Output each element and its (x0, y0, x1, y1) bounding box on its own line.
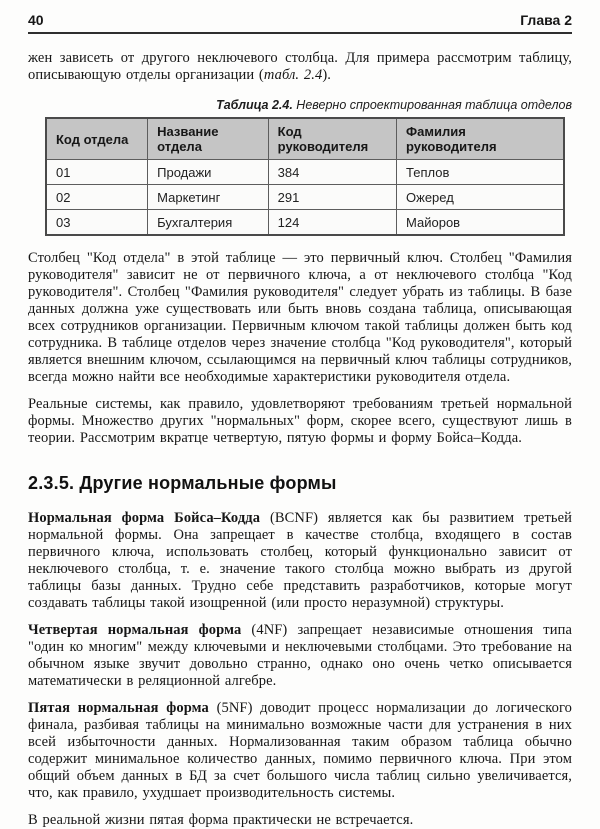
fourth-nf-text: (4NF) запрещает независимые отношения типа "один ко многим" между ключевыми и неключевыми столбцами. Это требование на обычном языке звучит довольно странно, однако оно очень четко описывается математически в реляционной алгебре. (28, 622, 572, 689)
cell-dept-name: Продажи (148, 160, 269, 185)
table-reference: табл. 2.4 (263, 67, 323, 83)
fifth-nf-term: Пятая нормальная форма (28, 700, 209, 716)
section-heading: 2.3.5. Другие нормальные формы (28, 473, 337, 493)
departments-table (45, 117, 565, 236)
closing-paragraph: В реальной жизни пятая форма практически не встречается. (28, 812, 414, 828)
bcnf-term: Нормальная форма Бойса–Кодда (28, 510, 261, 526)
intro-text-end: ). (322, 67, 331, 83)
cell-dept-name: Бухгалтерия (148, 210, 269, 236)
cell-dept-code: 03 (46, 210, 148, 236)
table-caption-number: Таблица 2.4. (216, 98, 293, 112)
fourth-nf-paragraph (28, 622, 572, 690)
cell-manager-surname: Майоров (397, 210, 564, 236)
fifth-nf-text: (5NF) доводит процесс нормализации до логического финала, разбивая таблицы на минимально возможные части для устранения в них всей избыточности данных. Нормализованная таким образом таблица обычно содержит минимальное количество данных, помимо первичного ключа. При этом общий объем данных в БД за счет большого числа таблиц сильно увеличивается, что, как правило, ухудшает производительность системы. (28, 700, 573, 801)
cell-manager-code: 384 (268, 160, 396, 185)
cell-manager-code: 291 (268, 185, 396, 210)
table-caption-text: Неверно спроектированная таблица отделов (292, 98, 572, 112)
intro-paragraph (28, 50, 572, 84)
col-header-dept-code: Код отдела (46, 118, 148, 160)
bcnf-paragraph (28, 510, 572, 612)
cell-dept-code: 02 (46, 185, 148, 210)
cell-dept-name: Маркетинг (148, 185, 269, 210)
chapter-label: Глава 2 (520, 12, 572, 28)
page-number: 40 (28, 12, 44, 28)
table-row (46, 185, 564, 210)
col-header-manager-code: Код руководителя (268, 118, 396, 160)
col-header-manager-surname: Фамилия руководителя (397, 118, 564, 160)
primary-key-paragraph: Столбец "Код отдела" в этой таблице — это первичный ключ. Столбец "Фамилия руководителя" зависит не от первичного ключа, а от неключевого столбца "Код руководителя". Столбец "Фамилия руководителя" следует убрать из таблицы. В базе данных должна уже существовать или быть вновь создана таблица, описывающая всех сотрудников организации. Первичным ключом такой таблицы должен быть код сотрудника. В таблице отделов через значение столбца "Код руководителя", который является внешним ключом, ссылающимся на первичный ключ таблицы сотрудников, всегда можно найти все необходимые характеристики руководителя отдела. (28, 250, 572, 385)
table-row (46, 210, 564, 236)
bcnf-text: (BCNF) является как бы развитием третьей нормальной формы. Она запрещает в качестве столбца, входящего в состав первичного ключа, использовать столбец, который функционально зависит от неключевого столбца, т. е. значение такого столбца можно выбрать из другой таблицы базы данных. Трудно себе представить разработчиков, которые могут создавать таблицы такой изощренной (или просто неразумной) структуры. (28, 510, 572, 611)
running-head (28, 12, 572, 34)
cell-dept-code: 01 (46, 160, 148, 185)
table-caption (28, 98, 572, 112)
cell-manager-surname: Теплов (397, 160, 564, 185)
table-header-row (46, 118, 564, 160)
fifth-nf-paragraph (28, 700, 572, 802)
table-row (46, 160, 564, 185)
real-systems-paragraph: Реальные системы, как правило, удовлетворяют требованиям третьей нормальной формы. Множество других "нормальных" форм, скорее всего, существуют лишь в теории. Рассмотрим вкратце четвертую, пятую формы и форму Бойса–Кодда. (28, 396, 572, 446)
col-header-dept-name: Название отдела (148, 118, 269, 160)
cell-manager-surname: Ожеред (397, 185, 564, 210)
fourth-nf-term: Четвертая нормальная форма (28, 622, 242, 638)
cell-manager-code: 124 (268, 210, 396, 236)
intro-text: жен зависеть от другого неключевого столбца. Для примера рассмотрим таблицу, описывающую отделы организации ( (28, 50, 572, 83)
